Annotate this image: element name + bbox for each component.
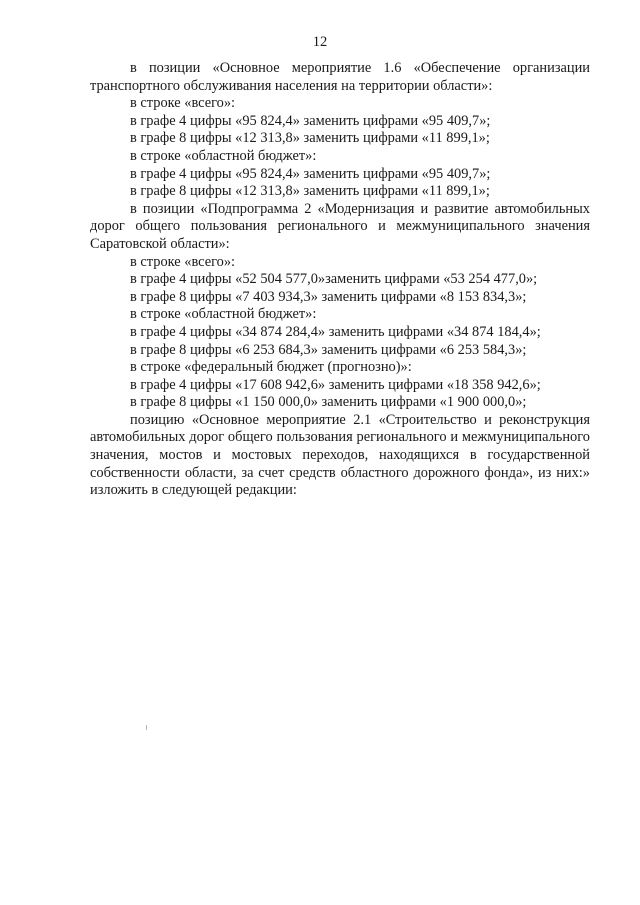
paragraph-column-8-change: в графе 8 цифры «12 313,8» заменить цифрами «11 899,1»; <box>130 130 490 147</box>
paragraph-column-4-change: в графе 4 цифры «34 874 284,4» заменить цифрами «34 874 184,4»; <box>130 323 541 340</box>
paragraph-position-1-6: в позиции «Основное мероприятие 1.6 «Обеспечение организации транспортного обслуживания населения на территории области»: <box>90 60 590 94</box>
paragraph-row-regional-budget: в строке «областной бюджет»: <box>130 147 317 164</box>
paragraph-column-8-change: в графе 8 цифры «6 253 684,3» заменить цифрами «6 253 584,3»; <box>130 341 527 358</box>
document-body <box>90 60 590 500</box>
paragraph-column-8-change: в графе 8 цифры «7 403 934,3» заменить цифрами «8 153 834,3»; <box>130 288 527 305</box>
paragraph-row-federal-budget: в строке «федеральный бюджет (прогнозно)»: <box>130 359 412 376</box>
scan-artifact <box>146 725 147 730</box>
paragraph-column-4-change: в графе 4 цифры «95 824,4» заменить цифрами «95 409,7»; <box>130 112 491 129</box>
paragraph-column-4-change: в графе 4 цифры «95 824,4» заменить цифрами «95 409,7»; <box>130 165 491 182</box>
paragraph-column-4-change: в графе 4 цифры «17 608 942,6» заменить цифрами «18 358 942,6»; <box>130 376 541 393</box>
paragraph-column-8-change: в графе 8 цифры «1 150 000,0» заменить цифрами «1 900 000,0»; <box>130 394 527 411</box>
paragraph-row-total: в строке «всего»: <box>130 253 236 270</box>
paragraph-row-regional-budget: в строке «областной бюджет»: <box>130 306 317 323</box>
paragraph-subprogram-2: в позиции «Подпрограмма 2 «Модернизация и развитие автомобильных дорог общего пользования регионального и межмуниципального значения Саратовской области»: <box>90 200 590 252</box>
page-number: 12 <box>312 34 328 50</box>
paragraph-column-4-change: в графе 4 цифры «52 504 577,0»заменить цифрами «53 254 477,0»; <box>130 271 538 288</box>
paragraph-row-total: в строке «всего»: <box>130 95 236 112</box>
paragraph-position-2-1: позицию «Основное мероприятие 2.1 «Строительство и реконструкция автомобильных дорог общего пользования регионального и межмуниципального значения, мостов и мостовых переходов, находящихся в государственной собственности области, за счет средств областного дорожного фонда», из них:» изложить в следующей редакции: <box>90 411 590 499</box>
paragraph-column-8-change: в графе 8 цифры «12 313,8» заменить цифрами «11 899,1»; <box>130 183 490 200</box>
